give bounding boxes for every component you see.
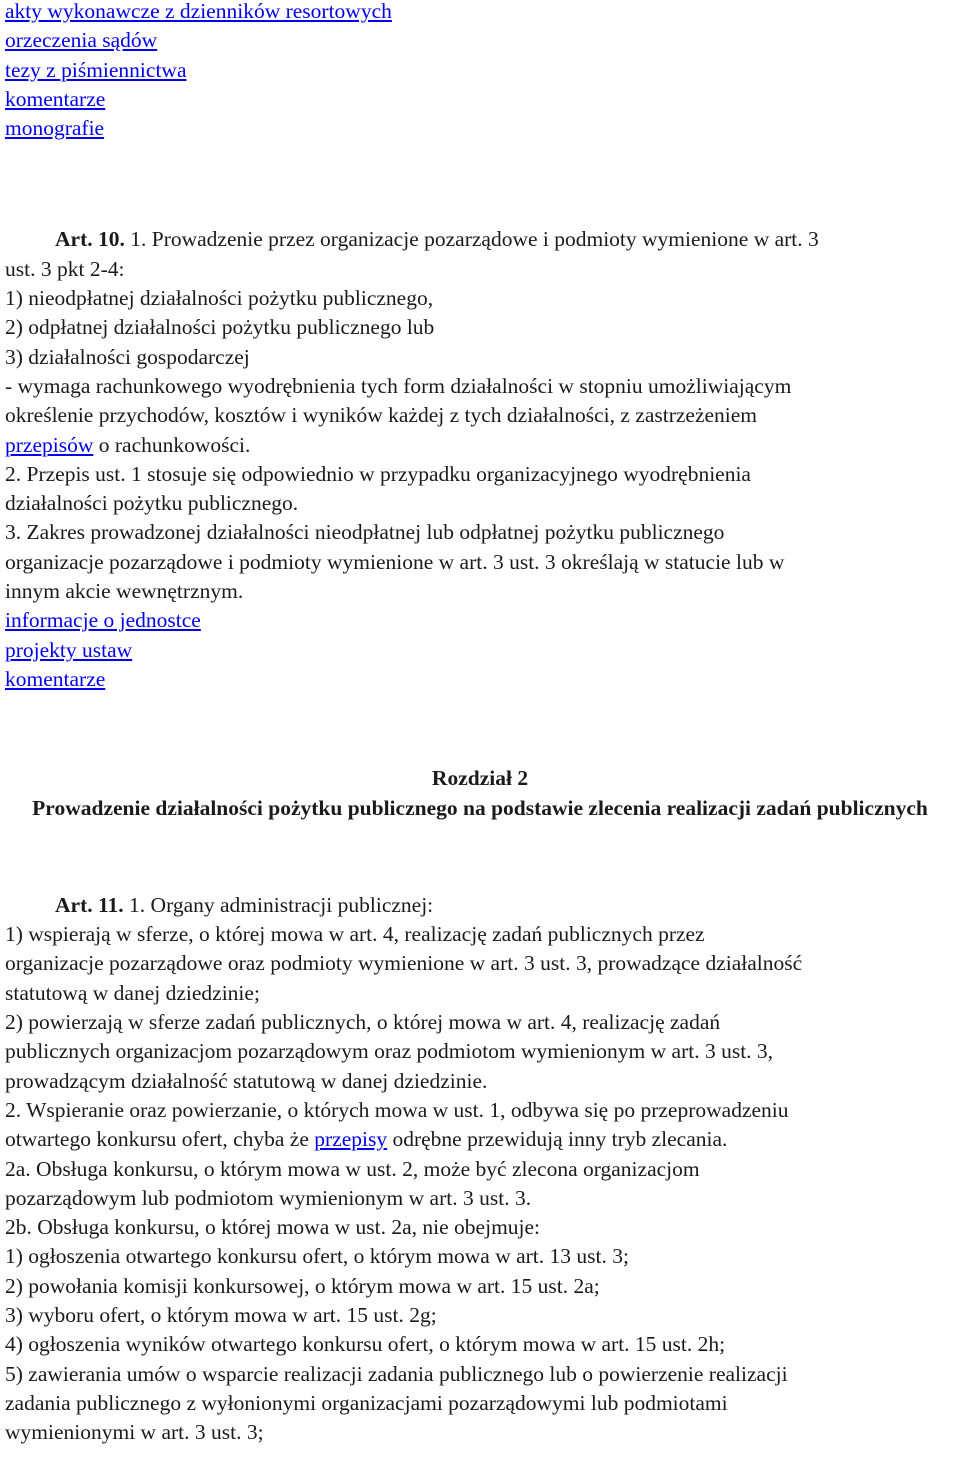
link-przepisow[interactable]: przepisów (5, 432, 94, 457)
article-10-heading: Art. 10. (55, 227, 125, 252)
spacer (5, 823, 955, 891)
link-komentarze-top[interactable]: komentarze (5, 86, 106, 111)
article-11-para-2b-item-5-line-2: zadania publicznego z wyłonionymi organizacjami pozarządowymi lub podmiotami (5, 1390, 728, 1415)
link-informacje-o-jednostce[interactable]: informacje o jednostce (5, 608, 201, 633)
document-page (5, 0, 955, 1447)
mid-links (5, 606, 955, 694)
link-projekty-ustaw[interactable]: projekty ustaw (5, 637, 133, 662)
article-11-para-2a-line-2: pozarządowym lub podmiotom wymienionym w art. 3 ust. 3. (5, 1185, 532, 1210)
article-10-item-1: 1) nieodpłatnej działalności pożytku publicznego, (5, 286, 434, 311)
article-11-item-1-line-3: statutową w danej dziedzinie; (5, 980, 260, 1005)
article-10-para-3-line-3: innym akcie wewnętrznym. (5, 579, 244, 604)
article-11-item-2-line-3: prowadzącym działalność statutową w danej dziedzinie. (5, 1068, 488, 1093)
article-11-para-2b-item-5-line-3: wymienionymi w art. 3 ust. 3; (5, 1420, 264, 1445)
article-10 (5, 225, 955, 606)
link-monografie[interactable]: monografie (5, 116, 105, 141)
article-10-intro-text: 1. Prowadzenie przez organizacje pozarządowe i podmioty wymienione w art. 3 (124, 227, 819, 252)
article-11-item-1-line-2: organizacje pozarządowe oraz podmioty wymienione w art. 3 ust. 3, prowadzące działalność (5, 951, 803, 976)
chapter-number: Rozdział 2 (431, 766, 529, 791)
article-11-para-2b-item-1: 1) ogłoszenia otwartego konkursu ofert, o którym mowa w art. 13 ust. 3; (5, 1244, 629, 1269)
link-komentarze-mid[interactable]: komentarze (5, 666, 106, 691)
article-10-sentence-1: - wymaga rachunkowego wyodrębnienia tych form działalności w stopniu umożliwiającym (5, 373, 792, 398)
link-orzeczenia-sadow[interactable]: orzeczenia sądów (5, 28, 158, 53)
article-10-intro-cont: ust. 3 pkt 2-4: (5, 256, 125, 281)
sentence-end: o rachunkowości. (93, 432, 251, 457)
article-10-intro (5, 225, 955, 254)
article-11-intro (5, 891, 955, 920)
spacer (5, 143, 955, 225)
link-tezy-z-pismiennictwa[interactable]: tezy z piśmiennictwa (5, 57, 187, 82)
article-10-sentence-2: określenie przychodów, kosztów i wyników każdej z tych działalności, z zastrzeżeniem (5, 403, 758, 428)
link-akty-wykonawcze[interactable]: akty wykonawcze z dzienników resortowych (5, 0, 392, 23)
article-10-sentence-3 (5, 431, 955, 460)
article-11-para-2b-item-3: 3) wyboru ofert, o którym mowa w art. 15 ust. 2g; (5, 1302, 437, 1327)
article-11-item-1-line-1: 1) wspierają w sferze, o której mowa w art. 4, realizację zadań publicznych przez (5, 922, 705, 947)
article-11-item-2-line-1: 2) powierzają w sferze zadań publicznych, o której mowa w art. 4, realizację zadań (5, 1010, 721, 1035)
article-10-para-2-line-2: działalności pożytku publicznego. (5, 491, 299, 516)
article-10-item-2: 2) odpłatnej działalności pożytku publicznego lub (5, 315, 435, 340)
article-11-para-2b-item-5-line-1: 5) zawierania umów o wsparcie realizacji zadania publicznego lub o powierzenie realizacji (5, 1361, 788, 1386)
article-11-para-2-line-1: 2. Wspieranie oraz powierzanie, o których mowa w ust. 1, odbywa się po przeprowadzeniu (5, 1097, 789, 1122)
article-10-para-2-line-1: 2. Przepis ust. 1 stosuje się odpowiednio w przypadku organizacyjnego wyodrębnienia (5, 461, 751, 486)
link-przepisy[interactable]: przepisy (314, 1127, 388, 1152)
article-11-para-2b-item-4: 4) ogłoszenia wyników otwartego konkursu ofert, o którym mowa w art. 15 ust. 2h; (5, 1332, 726, 1357)
article-11-para-2b-intro: 2b. Obsługa konkursu, o której mowa w ust. 2a, nie obejmuje: (5, 1215, 541, 1240)
article-10-para-3-line-2: organizacje pozarządowe i podmioty wymienione w art. 3 ust. 3 określają w statucie lub w (5, 549, 785, 574)
chapter-header (5, 764, 955, 823)
article-11-item-2-line-2: publicznych organizacjom pozarządowym oraz podmiotom wymienionym w art. 3 ust. 3, (5, 1039, 774, 1064)
article-10-item-3: 3) działalności gospodarczej (5, 344, 250, 369)
article-11-intro-text: 1. Organy administracji publicznej: (123, 892, 434, 917)
article-11-para-2a-line-1: 2a. Obsługa konkursu, o którym mowa w ust. 2, może być zlecona organizacjom (5, 1156, 700, 1181)
article-11-heading: Art. 11. (55, 892, 124, 917)
chapter-title: Prowadzenie działalności pożytku publicznego na podstawie zlecenia realizacji zadań publicznych (32, 795, 928, 820)
para-2-text-start: otwartego konkursu ofert, chyba że (5, 1127, 315, 1152)
spacer (5, 694, 955, 764)
article-11-para-2-line-2 (5, 1125, 955, 1154)
article-11 (5, 891, 955, 1448)
article-11-para-2b-item-2: 2) powołania komisji konkursowej, o którym mowa w art. 15 ust. 2a; (5, 1273, 600, 1298)
top-links (5, 0, 955, 143)
article-10-para-3-line-1: 3. Zakres prowadzonej działalności nieodpłatnej lub odpłatnej pożytku publicznego (5, 520, 725, 545)
para-2-text-end: odrębne przewidują inny tryb zlecania. (387, 1127, 728, 1152)
